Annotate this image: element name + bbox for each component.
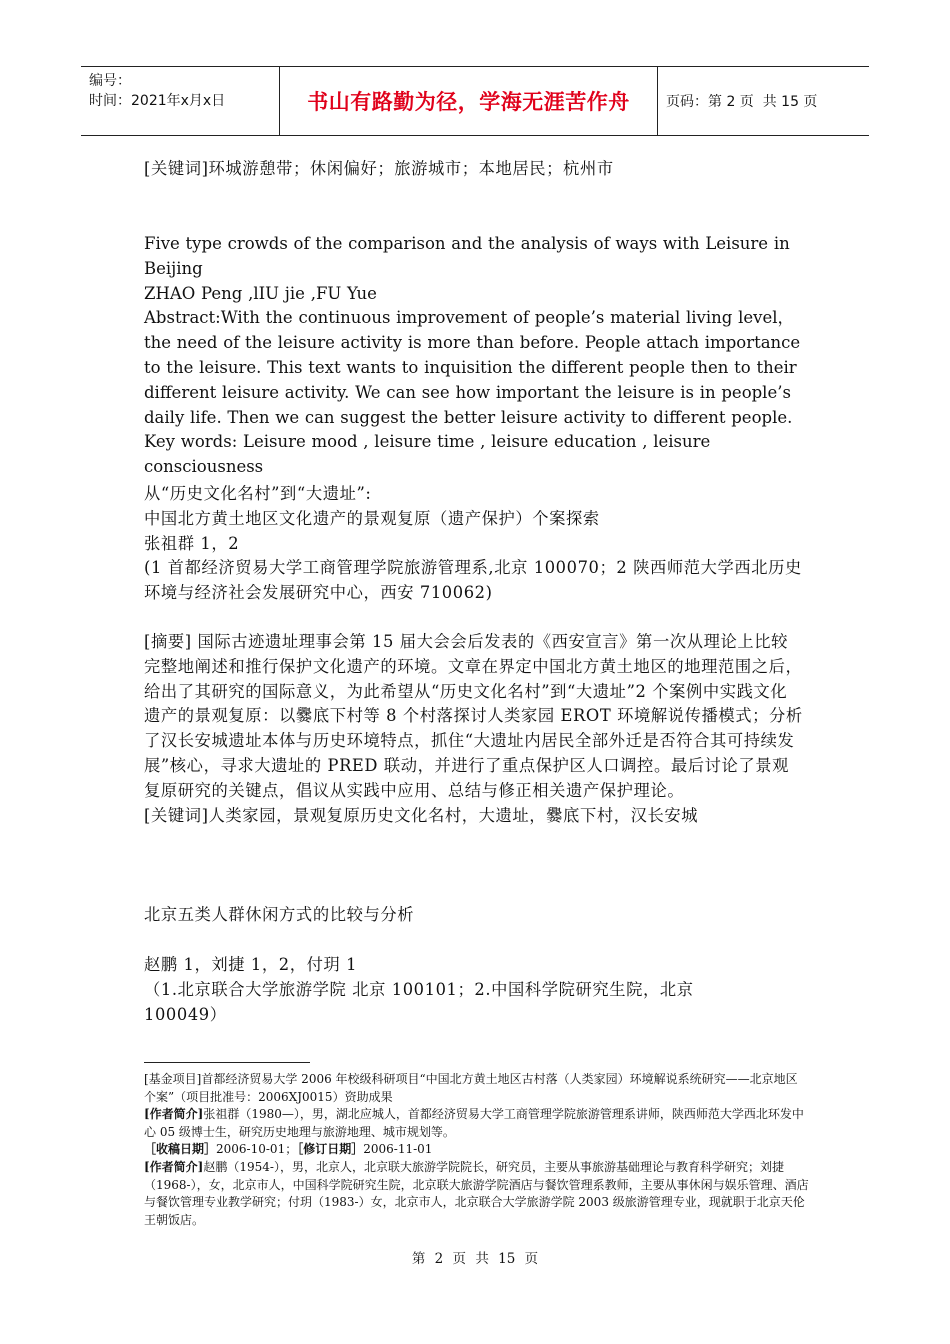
footnote-divider (144, 1062, 310, 1063)
article-2-title-line1: 从“历史文化名村”到“大遗址”: (144, 484, 372, 503)
article-2-abstract: [摘要] 国际古迹遗址理事会第 15 届大会会后发表的《西安宣言》第一次从理论上比较完整地阐述和推行保护文化遗产的环境。文章在界定中国北方黄土地区的地理范围之后，给出了其研究的国际意义，为此希望从“历史文化名村”到“大遗址”2 个案例中实践文化遗产的景观复原：以爨底下村等 8 个村落探讨人类家园 EROT 环境解说传播模式；分析了汉长安城遗址本体与历史环境特点，抓住“大遗址内居民全部外迁是否符合其可持续发展”核心，寻求大遗址的 PRED 联动，并进行了重点保护区人口调控。最后讨论了景观复原研究的关键点，倡议从实践中应用、总结与修正相关遗产保护理论。 (144, 632, 803, 800)
revised-date-label: ［修订日期］ (297, 1142, 364, 1156)
footnote-bio-2 (144, 1159, 809, 1229)
article-2-abstract-section (144, 630, 804, 828)
article-3-title: 北京五类人群休闲方式的比较与分析 (144, 905, 415, 924)
english-abstract-section (144, 232, 812, 480)
article-2-section (144, 482, 804, 606)
english-abstract: Abstract:With the continuous improvement of people’s material living level，the need of the leisure activity is more than before. People attach importance to the leisure. This text wants to inquisition the different people then to their different leisure activity. We can see how important the leisure is in people’s daily life. Then we can suggest the better leisure activity to different people. (144, 308, 801, 427)
article-2-affiliation: (1 首都经济贸易大学工商管理学院旅游管理系,北京 100070；2 陕西师范大学西北历史环境与经济社会发展研究中心，西安 710062) (144, 558, 802, 603)
article-3-affiliation: （1.北京联合大学旅游学院 北京 100101；2.中国科学院研究生院，北京 100049） (144, 979, 694, 1024)
english-keywords: Key words: Leisure mood , leisure time , leisure education , leisure consciousness (144, 432, 711, 477)
footnote-bio-2-text: 赵鹏（1954-），男，北京人，北京联大旅游学院院长，研究员，主要从事旅游基础理论与教育科学研究；刘捷（1968-），女，北京市人，中国科学院研究生院，北京联大旅游学院酒店与餐饮管理系教师，主要从事休闲与娱乐管理、酒店与餐饮管理专业教学研究；付玥（1983-）女，北京市人，北京联合大学旅游学院 2003 级旅游管理专业，现就职于北京天伦王朝饭店。 (144, 1160, 809, 1227)
header-meta (81, 67, 280, 135)
article-3-section (144, 953, 759, 1027)
page-number-footer (0, 1247, 950, 1267)
header-date-label: 时间：2021年x月x日 (89, 93, 226, 109)
header-slogan: 书山有路勤为径，学海无涯苦作舟 (280, 67, 658, 135)
header-page-label: 页码：第 2 页 共 15 页 (666, 94, 818, 110)
footnote-bio-1 (144, 1106, 809, 1141)
article-2-author: 张祖群 1，2 (144, 533, 240, 553)
article-2-title-line2: 中国北方黄土地区文化遗产的景观复原（遗产保护）个案探索 (144, 508, 600, 528)
received-date-value: 2006-10-01； (216, 1142, 298, 1156)
footnote-dates (144, 1141, 809, 1159)
footnote-bio-2-label: [作者简介] (144, 1160, 204, 1174)
header-code-label: 编号： (89, 73, 131, 89)
page-number: 第 2 页 共 15 页 (411, 1251, 539, 1267)
article-2-keywords: [关键词]人类家园，景观复原历史文化名村，大遗址，爨底下村，汉长安城 (144, 805, 699, 825)
header-page-cell (658, 67, 869, 135)
article-3-authors: 赵鹏 1，刘捷 1，2，付玥 1 (144, 955, 358, 974)
footnote-bio-1-label: [作者简介] (144, 1107, 204, 1121)
keywords-1: [关键词]环城游憩带；休闲偏好；旅游城市；本地居民；杭州市 (144, 159, 614, 178)
revised-date-value: 2006-11-01 (363, 1142, 433, 1156)
page-header (81, 66, 869, 136)
english-authors: ZHAO Peng ,lIU jie ,FU Yue (144, 283, 377, 303)
english-title: Five type crowds of the comparison and the analysis of ways with Leisure in Beijing (144, 234, 790, 278)
footnote-fund: [基金项目]首都经济贸易大学 2006 年校级科研项目“中国北方黄土地区古村落（人类家园）环境解说系统研究——北京地区个案”（项目批准号：2006XJ0015）资助成果 (144, 1072, 798, 1104)
received-date-label: ［收稿日期］ (144, 1142, 217, 1156)
footnote-bio-1-text: 张祖群（1980—），男，湖北应城人，首都经济贸易大学工商管理学院旅游管理系讲师，陕西师范大学西北环发中心 05 级博士生，研究历史地理与旅游地理、城市规划等。 (144, 1107, 804, 1139)
